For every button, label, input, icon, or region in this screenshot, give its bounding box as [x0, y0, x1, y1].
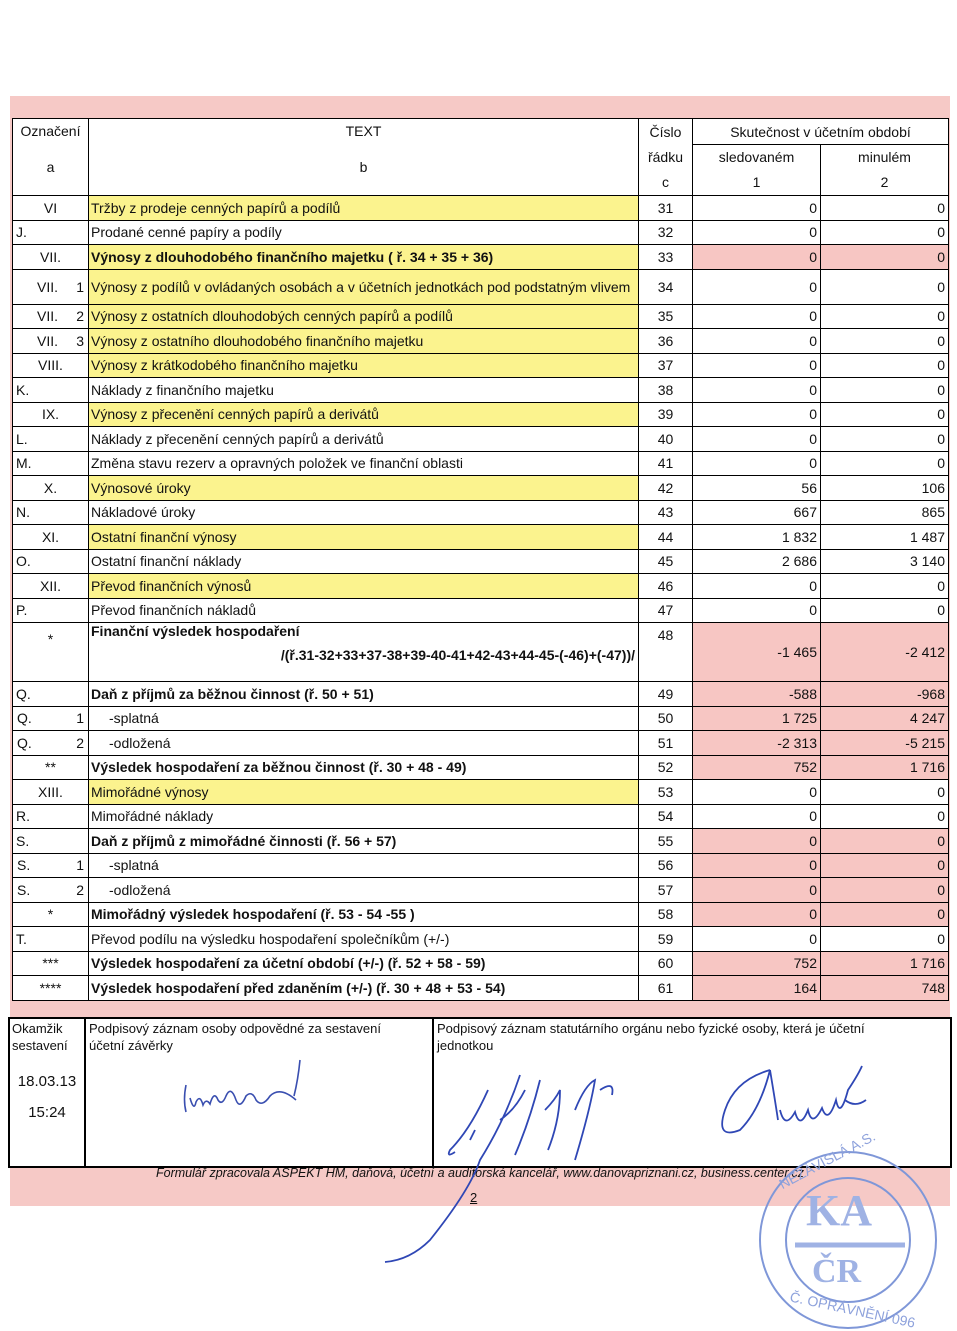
row-line-number: 40: [639, 427, 693, 452]
row-mark-label: O.: [16, 553, 31, 570]
row-line-number: 48: [639, 623, 693, 682]
row-current-value: 0: [693, 245, 821, 270]
svg-text:KA: KA: [806, 1186, 872, 1235]
row-current-value: 164: [693, 976, 821, 1001]
svg-text:NEZÁVISLÁ A.S.: NEZÁVISLÁ A.S.: [776, 1127, 878, 1193]
row-mark-label: *: [47, 631, 54, 647]
header-cislo: Číslo: [639, 119, 693, 145]
row-text-label: -splatná: [109, 857, 159, 874]
row-mark-label: S.: [16, 832, 30, 849]
row-text-label: Výnosy z dlouhodobého finančního majetku ( ř. 34 + 35 + 36): [91, 248, 494, 265]
row-current-value: 1 725: [693, 706, 821, 731]
statutory-label: Podpisový záznam statutárního orgánu nebo fyzické osoby, která je účetní jednotkou: [437, 1021, 865, 1053]
row-mark-label: XII.: [39, 577, 61, 594]
row-current-value: 0: [693, 402, 821, 427]
row-previous-value: 0: [821, 353, 949, 378]
row-current-value: 1 832: [693, 525, 821, 550]
row-previous-value: 0: [821, 427, 949, 452]
row-mark-label: VII.: [37, 278, 59, 295]
row-text-label: Nákladové úroky: [91, 504, 196, 521]
row-line-number: 37: [639, 353, 693, 378]
row-submark-label: 1: [76, 857, 84, 874]
row-mark-label: J.: [16, 224, 27, 241]
header-oznaceni: Označení a: [13, 119, 89, 196]
row-previous-value: 0: [821, 927, 949, 952]
page-number: 2: [470, 1190, 478, 1205]
row-mark-label: VII.: [37, 332, 59, 349]
row-text-label: Výnosy z ostatního dlouhodobého finančního majetku: [91, 332, 424, 349]
row-line-number: 56: [639, 853, 693, 878]
row-previous-value: 0: [821, 245, 949, 270]
row-previous-value: 0: [821, 451, 949, 476]
row-previous-value: 865: [821, 500, 949, 525]
row-current-value: 0: [693, 927, 821, 952]
row-mark-label: R.: [16, 808, 30, 825]
row-mark-label: L.: [16, 430, 28, 447]
row-current-value: 0: [693, 804, 821, 829]
row-text-label: Daň z příjmů z mimořádné činnosti (ř. 56 + 57): [91, 832, 397, 849]
row-previous-value: 0: [821, 378, 949, 403]
header-minulem: minulém: [821, 145, 949, 170]
row-previous-value: 0: [821, 329, 949, 354]
row-line-number: 31: [639, 196, 693, 221]
row-mark-label: VII.: [39, 248, 61, 265]
row-line-number: 45: [639, 549, 693, 574]
row-text-label: Převod finančních nákladů: [91, 602, 256, 619]
row-line-number: 57: [639, 878, 693, 903]
row-current-value: 0: [693, 196, 821, 221]
row-text-label: Tržby z prodeje cenných papírů a podílů: [91, 199, 341, 216]
row-current-value: 0: [693, 780, 821, 805]
header-col-1: 1: [693, 170, 821, 196]
row-mark-label: K.: [16, 381, 30, 398]
row-line-number: 55: [639, 829, 693, 854]
svg-text:Č. OPRÁVNĚNÍ 096: Č. OPRÁVNĚNÍ 096: [788, 1288, 917, 1331]
row-text-label: Mimořádné náklady: [91, 808, 214, 825]
row-line-number: 58: [639, 902, 693, 927]
row-text-label: Převod finančních výnosů: [91, 577, 252, 594]
row-line-number: 34: [639, 269, 693, 304]
row-previous-value: 0: [821, 220, 949, 245]
row-current-value: 0: [693, 878, 821, 903]
row-line-number: 41: [639, 451, 693, 476]
row-line-number: 42: [639, 476, 693, 501]
row-submark-label: 3: [76, 332, 84, 349]
header-sledovanem: sledovaném: [693, 145, 821, 170]
row-line-number: 33: [639, 245, 693, 270]
row-mark-label: S.: [17, 881, 31, 898]
row-current-value: 667: [693, 500, 821, 525]
row-current-value: 0: [693, 598, 821, 623]
row-text-label: Prodané cenné papíry a podíly: [91, 224, 282, 241]
row-current-value: 0: [693, 220, 821, 245]
row-line-number: 51: [639, 731, 693, 756]
row-previous-value: 1 716: [821, 755, 949, 780]
row-line-number: 59: [639, 927, 693, 952]
row-submark-label: 1: [76, 710, 84, 727]
row-mark-label: VIII.: [38, 357, 63, 374]
time-value: 15:24: [28, 1104, 66, 1121]
row-current-value: 752: [693, 951, 821, 976]
row-text-label: Převod podílu na výsledku hospodaření společníkům (+/-): [91, 930, 450, 947]
row-previous-value: 4 247: [821, 706, 949, 731]
row-text-label: Výnosy z přecenění cenných papírů a derivátů: [91, 406, 379, 423]
row-submark-label: 1: [76, 278, 84, 295]
row-mark-label: T.: [16, 930, 27, 947]
row-text-label: Výnosy z krátkodobého finančního majetku: [91, 357, 358, 374]
header-col-c: c: [639, 170, 693, 196]
row-previous-value: 0: [821, 598, 949, 623]
row-previous-value: 0: [821, 402, 949, 427]
row-line-number: 60: [639, 951, 693, 976]
row-text-label: Změna stavu rezerv a opravných položek ve finanční oblasti: [91, 455, 463, 472]
row-previous-value: 0: [821, 304, 949, 329]
responsible-label: Podpisový záznam osoby odpovědné za sestavení účetní závěrky: [89, 1021, 381, 1053]
row-mark-label: XI.: [41, 528, 60, 545]
row-mark-label: P.: [16, 602, 28, 619]
row-text-label: -splatná: [109, 710, 159, 727]
row-text-label: Daň z příjmů za běžnou činnost (ř. 50 + 51): [91, 685, 374, 702]
header-col-2: 2: [821, 170, 949, 196]
row-current-value: 2 686: [693, 549, 821, 574]
row-mark-label: S.: [17, 857, 31, 874]
row-text-label: Výnosy z podílů v ovládaných osobách a v účetních jednotkách pod podstatným vlivem: [91, 278, 631, 295]
row-line-number: 38: [639, 378, 693, 403]
row-previous-value: 106: [821, 476, 949, 501]
row-submark-label: 2: [76, 734, 84, 751]
row-current-value: 0: [693, 829, 821, 854]
row-previous-value: -5 215: [821, 731, 949, 756]
row-line-number: 52: [639, 755, 693, 780]
row-line-number: 44: [639, 525, 693, 550]
date-value: 18.03.13: [17, 1073, 77, 1090]
row-previous-value: 3 140: [821, 549, 949, 574]
row-text-label: Výsledek hospodaření za běžnou činnost (ř. 30 + 48 - 49): [91, 759, 467, 776]
row-line-number: 50: [639, 706, 693, 731]
row-current-value: 0: [693, 853, 821, 878]
row-text-label: Mimořádné výnosy: [91, 783, 209, 800]
row-text-label: Náklady z finančního majetku: [91, 381, 274, 398]
row-previous-value: 0: [821, 196, 949, 221]
row-mark-label: IX.: [41, 406, 60, 423]
row-line-number: 36: [639, 329, 693, 354]
row-text-label: Výnosové úroky: [91, 479, 191, 496]
row-text-label: -odložená: [109, 734, 171, 751]
company-stamp: [760, 1128, 936, 1331]
row-mark-label: X.: [43, 479, 58, 496]
row-formula-label: /(ř.31-32+33+37-38+39-40-41+42-43+44-45-(-46)+(-47))/: [280, 647, 635, 663]
row-mark-label: Q.: [16, 685, 31, 702]
row-previous-value: 0: [821, 804, 949, 829]
row-line-number: 53: [639, 780, 693, 805]
row-mark-label: ****: [39, 979, 62, 996]
row-submark-label: 2: [76, 308, 84, 325]
okamzik-label: Okamžik sestavení: [12, 1021, 68, 1053]
row-text-label: Výnosy z ostatních dlouhodobých cenných papírů a podílů: [91, 308, 453, 325]
row-mark-label: *: [47, 906, 54, 923]
row-text-label: Ostatní finanční náklady: [91, 553, 242, 570]
row-previous-value: 1 487: [821, 525, 949, 550]
handwritten-signature-2: [385, 1075, 613, 1262]
row-previous-value: -968: [821, 682, 949, 707]
row-mark-label: ***: [42, 955, 59, 972]
row-current-value: 0: [693, 378, 821, 403]
row-line-number: 39: [639, 402, 693, 427]
row-text-label: Výsledek hospodaření před zdaněním (+/-) (ř. 30 + 48 + 53 - 54): [91, 979, 506, 996]
row-current-value: -1 465: [693, 623, 821, 682]
row-current-value: 0: [693, 427, 821, 452]
row-mark-label: Q.: [17, 734, 32, 751]
row-text-label: -odložená: [109, 881, 171, 898]
row-mark-label: VII.: [37, 308, 59, 325]
row-line-number: 35: [639, 304, 693, 329]
row-current-value: 0: [693, 451, 821, 476]
row-line-number: 54: [639, 804, 693, 829]
row-previous-value: 0: [821, 269, 949, 304]
row-current-value: 56: [693, 476, 821, 501]
row-current-value: 752: [693, 755, 821, 780]
row-line-number: 61: [639, 976, 693, 1001]
row-submark-label: 2: [76, 881, 84, 898]
row-mark-label: N.: [16, 504, 30, 521]
row-previous-value: 0: [821, 780, 949, 805]
header-radku: řádku: [639, 145, 693, 170]
row-mark-label: M.: [16, 455, 32, 472]
row-mark-label: VI: [43, 199, 58, 216]
row-previous-value: -2 412: [821, 623, 949, 682]
row-current-value: -588: [693, 682, 821, 707]
footer-note: Formulář zpracovala ASPEKT HM, daňová, účetní a auditorská kancelář, www.danovapriznani.cz, business.center.cz: [156, 1166, 804, 1180]
row-text-label: Mimořádný výsledek hospodaření (ř. 53 - 54 -55 ): [91, 906, 415, 923]
row-mark-label: Q.: [17, 710, 32, 727]
row-line-number: 43: [639, 500, 693, 525]
row-previous-value: 748: [821, 976, 949, 1001]
handwritten-signature-1: [185, 1060, 301, 1112]
row-line-number: 47: [639, 598, 693, 623]
header-text: TEXT b: [89, 119, 639, 196]
row-text-label: Výsledek hospodaření za účetní období (+/-) (ř. 52 + 58 - 59): [91, 955, 486, 972]
row-previous-value: 0: [821, 574, 949, 599]
row-current-value: -2 313: [693, 731, 821, 756]
header-skutecnost: Skutečnost v účetním období: [693, 119, 949, 145]
row-current-value: 0: [693, 269, 821, 304]
row-previous-value: 0: [821, 853, 949, 878]
row-text-label: Finanční výsledek hospodaření: [91, 623, 300, 639]
row-previous-value: 0: [821, 902, 949, 927]
row-current-value: 0: [693, 574, 821, 599]
row-mark-label: XIII.: [38, 783, 63, 800]
row-current-value: 0: [693, 902, 821, 927]
row-previous-value: 1 716: [821, 951, 949, 976]
row-current-value: 0: [693, 353, 821, 378]
row-text-label: Ostatní finanční výnosy: [91, 528, 237, 545]
row-current-value: 0: [693, 329, 821, 354]
row-line-number: 49: [639, 682, 693, 707]
row-previous-value: 0: [821, 878, 949, 903]
row-line-number: 32: [639, 220, 693, 245]
handwritten-signature-3: [722, 1066, 866, 1133]
row-current-value: 0: [693, 304, 821, 329]
row-text-label: Náklady z přecenění cenných papírů a derivátů: [91, 430, 384, 447]
row-line-number: 46: [639, 574, 693, 599]
row-mark-label: **: [45, 759, 56, 776]
row-previous-value: 0: [821, 829, 949, 854]
svg-text:ČR: ČR: [812, 1253, 862, 1290]
